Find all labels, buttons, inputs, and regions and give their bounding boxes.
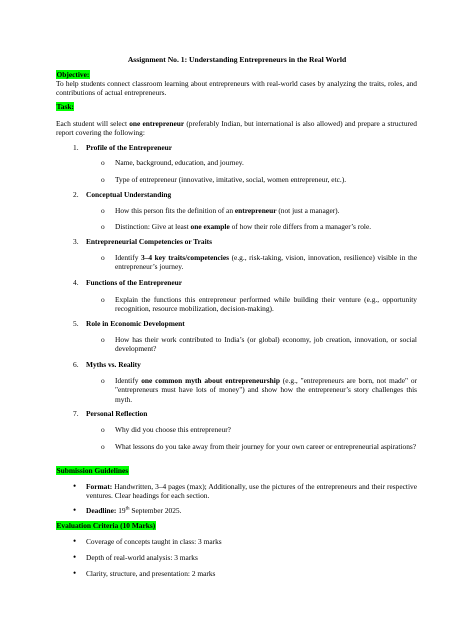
format-guideline: Format: Handwritten, 3–4 pages (max); Additionally, use the pictures of the entrepreneurs and their respective ventures. Clear headings for each section. (86, 482, 417, 501)
list-item: Explain the functions this entrepreneur performed while building their venture (e.g., opportunity recognition, resource mobilization, decision-making). (115, 295, 417, 314)
section-heading: Personal Reflection (86, 409, 148, 418)
section-heading: Conceptual Understanding (86, 190, 172, 199)
bullet-icon: • (73, 552, 77, 562)
evaluation-heading: Evaluation Criteria (10 Marks) (56, 521, 156, 530)
list-item: Identify one common myth about entrepreneurship (e.g., "entrepreneurs are born, not made" or "entrepreneurs must have lots of money") and show how the entrepreneur’s story challenges this myth. (115, 376, 417, 404)
sub-bullet-icon: o (101, 175, 105, 184)
section-number: 6. (73, 360, 79, 369)
sub-bullet-icon: o (101, 376, 105, 385)
sub-bullet-icon: o (101, 206, 105, 215)
section-heading: Entrepreneurial Competencies or Traits (86, 237, 212, 246)
objective-text: To help students connect classroom learning about entrepreneurs with real-world cases by analyzing the traits, roles, and contributions of actual entrepreneurs. (56, 79, 417, 98)
bullet-icon: • (73, 568, 77, 578)
section-heading: Myths vs. Reality (86, 360, 141, 369)
sub-bullet-icon: o (101, 425, 105, 434)
bullet-icon: • (73, 481, 77, 491)
bullet-icon: • (73, 536, 77, 546)
task-intro: Each student will select one entrepreneur (preferably Indian, but international is also allowed) and prepare a structured report covering the following: (56, 119, 417, 138)
list-item: How this person fits the definition of an entrepreneur (not just a manager). (115, 206, 340, 215)
list-item: Why did you choose this entrepreneur? (115, 425, 231, 434)
section-heading: Functions of the Entrepreneur (86, 278, 183, 287)
section-number: 4. (73, 278, 79, 287)
document-title: Assignment No. 1: Understanding Entrepreneurs in the Real World (127, 55, 347, 64)
list-item: Type of entrepreneur (innovative, imitative, social, women entrepreneur, etc.). (115, 175, 347, 184)
criteria-item: Depth of real-world analysis: 3 marks (86, 553, 198, 562)
task-heading: Task: (56, 102, 74, 111)
section-number: 7. (73, 409, 79, 418)
sub-bullet-icon: o (101, 295, 105, 304)
list-item: How has their work contributed to India’s (or global) economy, job creation, innovation, or social development? (115, 335, 417, 354)
criteria-item: Clarity, structure, and presentation: 2 marks (86, 569, 216, 578)
list-item: Name, background, education, and journey. (115, 158, 244, 167)
list-item: What lessons do you take away from their journey for your own career or entrepreneurial aspirations? (115, 442, 417, 451)
section-number: 2. (73, 190, 79, 199)
section-number: 1. (73, 143, 79, 152)
bullet-icon: • (73, 505, 77, 515)
section-number: 3. (73, 237, 79, 246)
list-item: Identify 3–4 key traits/competencies (e.g., risk-taking, vision, innovation, resilience) visible in the entrepreneur’s journey. (115, 253, 417, 272)
section-number: 5. (73, 319, 79, 328)
deadline-guideline: Deadline: 19th September 2025. (86, 506, 182, 515)
sub-bullet-icon: o (101, 335, 105, 344)
section-heading: Profile of the Entrepreneur (86, 143, 173, 152)
sub-bullet-icon: o (101, 158, 105, 167)
submission-heading: Submission Guidelines (56, 466, 129, 475)
sub-bullet-icon: o (101, 442, 105, 451)
list-item: Distinction: Give at least one example of how their role differs from a manager’s role. (115, 222, 372, 231)
sub-bullet-icon: o (101, 253, 105, 262)
section-heading: Role in Economic Development (86, 319, 185, 328)
objective-heading: Objective: (56, 70, 90, 79)
sub-bullet-icon: o (101, 222, 105, 231)
criteria-item: Coverage of concepts taught in class: 3 marks (86, 537, 222, 546)
